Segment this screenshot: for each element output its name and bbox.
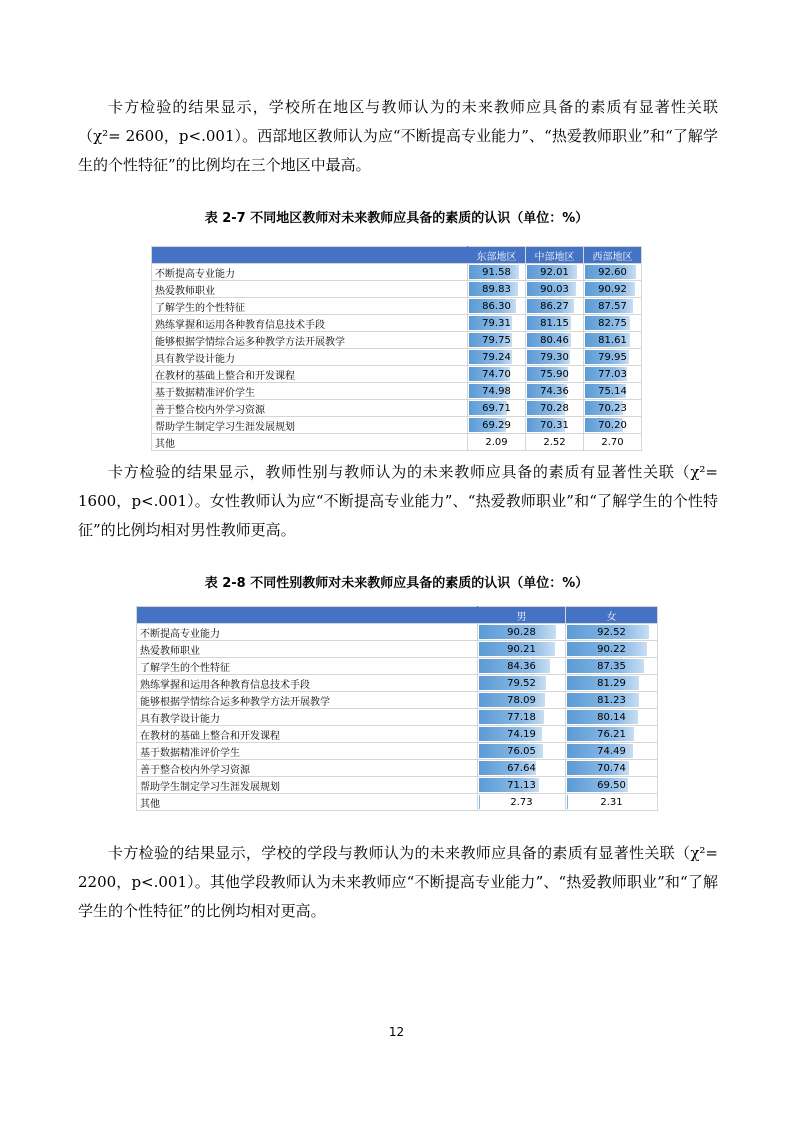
cell-value: 2.09 bbox=[485, 436, 508, 448]
table-row bbox=[137, 743, 658, 760]
value-cell bbox=[526, 298, 584, 315]
row-label: 热爱教师职业 bbox=[152, 281, 468, 298]
value-cell bbox=[526, 366, 584, 383]
table-row bbox=[152, 383, 642, 400]
value-cell bbox=[468, 332, 526, 349]
row-label: 基于数据精准评价学生 bbox=[152, 383, 468, 400]
cell-value: 76.21 bbox=[597, 728, 626, 740]
cell-value: 79.75 bbox=[482, 334, 511, 346]
cell-value: 74.49 bbox=[597, 745, 626, 757]
cell-value: 69.71 bbox=[482, 402, 511, 414]
value-cell bbox=[468, 417, 526, 434]
table-row bbox=[152, 417, 642, 434]
row-label: 能够根据学情综合运多种教学方法开展教学 bbox=[152, 332, 468, 349]
value-cell bbox=[478, 641, 566, 658]
cell-value: 91.58 bbox=[482, 266, 511, 278]
value-cell bbox=[526, 264, 584, 281]
value-cell bbox=[478, 777, 566, 794]
table-row bbox=[137, 624, 658, 641]
value-cell bbox=[478, 794, 566, 811]
cell-value: 87.35 bbox=[597, 660, 626, 672]
row-label: 能够根据学情综合运多种教学方法开展教学 bbox=[137, 692, 478, 709]
value-cell bbox=[584, 332, 642, 349]
value-cell bbox=[566, 641, 658, 658]
value-cell bbox=[468, 315, 526, 332]
cell-value: 79.30 bbox=[540, 351, 569, 363]
cell-value: 79.24 bbox=[482, 351, 511, 363]
row-label: 其他 bbox=[137, 794, 478, 811]
value-cell bbox=[584, 264, 642, 281]
cell-value: 67.64 bbox=[507, 762, 536, 774]
value-cell bbox=[584, 281, 642, 298]
cell-value: 75.14 bbox=[598, 385, 627, 397]
value-cell bbox=[526, 332, 584, 349]
value-cell bbox=[526, 400, 584, 417]
row-label: 善于整合校内外学习资源 bbox=[152, 400, 468, 417]
value-cell bbox=[468, 383, 526, 400]
column-header: 中部地区 bbox=[526, 247, 584, 264]
value-cell bbox=[566, 743, 658, 760]
table-row bbox=[137, 777, 658, 794]
cell-value: 81.23 bbox=[597, 694, 626, 706]
cell-value: 77.18 bbox=[507, 711, 536, 723]
cell-value: 74.98 bbox=[482, 385, 511, 397]
cell-value: 76.05 bbox=[507, 745, 536, 757]
value-cell bbox=[566, 726, 658, 743]
row-label: 了解学生的个性特征 bbox=[137, 658, 478, 675]
row-label: 熟练掌握和运用各种教育信息技术手段 bbox=[152, 315, 468, 332]
cell-value: 86.27 bbox=[540, 300, 569, 312]
cell-value: 80.14 bbox=[597, 711, 626, 723]
value-cell bbox=[478, 709, 566, 726]
value-cell bbox=[468, 298, 526, 315]
value-cell bbox=[468, 281, 526, 298]
table-row bbox=[137, 709, 658, 726]
table-row bbox=[137, 675, 658, 692]
value-cell bbox=[584, 349, 642, 366]
value-cell bbox=[584, 434, 642, 451]
cell-value: 74.70 bbox=[482, 368, 511, 380]
value-cell bbox=[584, 366, 642, 383]
cell-value: 80.46 bbox=[540, 334, 569, 346]
value-cell bbox=[584, 417, 642, 434]
cell-value: 84.36 bbox=[507, 660, 536, 672]
value-cell bbox=[478, 760, 566, 777]
cell-value: 87.57 bbox=[598, 300, 627, 312]
cell-value: 81.29 bbox=[597, 677, 626, 689]
value-cell bbox=[526, 383, 584, 400]
cell-value: 92.52 bbox=[597, 626, 626, 638]
table-2-8-caption: 表 2-8 不同性别教师对未来教师应具备的素质的认识（单位：%） bbox=[204, 576, 589, 591]
value-cell bbox=[566, 777, 658, 794]
cell-value: 77.03 bbox=[598, 368, 627, 380]
row-label: 熟练掌握和运用各种教育信息技术手段 bbox=[137, 675, 478, 692]
paragraph-gender-analysis: 卡方检验的结果显示，教师性别与教师认为的未来教师应具备的素质有显著性关联（χ²= 1600，p<.001）。女性教师认为应“不断提高专业能力”、“热爱教师职业”和“了解学生的个性特征”的比例均相对男性教师更高。 bbox=[78, 463, 718, 539]
table-row bbox=[152, 298, 642, 315]
table-2-7-caption: 表 2-7 不同地区教师对未来教师应具备的素质的认识（单位：%） bbox=[204, 211, 589, 226]
cell-value: 74.36 bbox=[540, 385, 569, 397]
value-cell bbox=[478, 743, 566, 760]
table-row bbox=[137, 794, 658, 811]
row-label: 其他 bbox=[152, 434, 468, 451]
cell-value: 86.30 bbox=[482, 300, 511, 312]
row-label: 在教材的基础上整合和开发课程 bbox=[137, 726, 478, 743]
cell-value: 74.19 bbox=[507, 728, 536, 740]
header-blank-cell bbox=[152, 247, 468, 264]
cell-value: 2.52 bbox=[543, 436, 566, 448]
paragraph-region-analysis: 卡方检验的结果显示，学校所在地区与教师认为的未来教师应具备的素质有显著性关联（χ²= 2600，p<.001）。西部地区教师认为应“不断提高专业能力”、“热爱教师职业”和“了解学生的个性特征”的比例均在三个地区中最高。 bbox=[78, 98, 718, 174]
value-cell bbox=[584, 315, 642, 332]
cell-value: 70.28 bbox=[540, 402, 569, 414]
cell-value: 70.23 bbox=[598, 402, 627, 414]
value-cell bbox=[468, 264, 526, 281]
table-row bbox=[152, 400, 642, 417]
value-cell bbox=[526, 434, 584, 451]
cell-value: 90.28 bbox=[507, 626, 536, 638]
table-row bbox=[152, 315, 642, 332]
value-cell bbox=[566, 794, 658, 811]
cell-value: 2.31 bbox=[600, 796, 623, 808]
value-cell bbox=[566, 760, 658, 777]
cell-value: 92.01 bbox=[540, 266, 569, 278]
table-header-row bbox=[152, 247, 642, 264]
value-cell bbox=[584, 298, 642, 315]
cell-value: 79.52 bbox=[507, 677, 536, 689]
value-cell bbox=[478, 624, 566, 641]
row-label: 不断提高专业能力 bbox=[137, 624, 478, 641]
cell-value: 71.13 bbox=[507, 779, 536, 791]
row-label: 具有教学设计能力 bbox=[137, 709, 478, 726]
cell-value: 90.21 bbox=[507, 643, 536, 655]
value-cell bbox=[566, 675, 658, 692]
table-row bbox=[152, 281, 642, 298]
value-cell bbox=[468, 349, 526, 366]
column-header: 女 bbox=[566, 607, 658, 624]
cell-value: 82.75 bbox=[598, 317, 627, 329]
header-blank-cell bbox=[137, 607, 478, 624]
cell-value: 2.73 bbox=[510, 796, 533, 808]
cell-value: 75.90 bbox=[540, 368, 569, 380]
row-label: 不断提高专业能力 bbox=[152, 264, 468, 281]
value-cell bbox=[468, 400, 526, 417]
cell-value: 70.20 bbox=[598, 419, 627, 431]
row-label: 帮助学生制定学习生涯发展规划 bbox=[152, 417, 468, 434]
value-cell bbox=[566, 624, 658, 641]
value-cell bbox=[566, 692, 658, 709]
value-cell bbox=[468, 366, 526, 383]
table-row bbox=[152, 366, 642, 383]
cell-value: 78.09 bbox=[507, 694, 536, 706]
table-row bbox=[137, 760, 658, 777]
value-cell bbox=[526, 417, 584, 434]
cell-value: 69.29 bbox=[482, 419, 511, 431]
row-label: 具有教学设计能力 bbox=[152, 349, 468, 366]
column-header: 东部地区 bbox=[468, 247, 526, 264]
cell-value: 2.70 bbox=[601, 436, 624, 448]
cell-value: 81.61 bbox=[598, 334, 627, 346]
value-cell bbox=[478, 658, 566, 675]
cell-value: 70.74 bbox=[597, 762, 626, 774]
row-label: 了解学生的个性特征 bbox=[152, 298, 468, 315]
value-cell bbox=[478, 726, 566, 743]
cell-value: 90.22 bbox=[597, 643, 626, 655]
value-cell bbox=[478, 692, 566, 709]
value-cell bbox=[584, 400, 642, 417]
value-cell bbox=[584, 383, 642, 400]
value-cell bbox=[526, 315, 584, 332]
cell-value: 89.83 bbox=[482, 283, 511, 295]
table-row bbox=[152, 264, 642, 281]
table-row bbox=[137, 726, 658, 743]
paragraph-school-stage-analysis: 卡方检验的结果显示，学校的学段与教师认为的未来教师应具备的素质有显著性关联（χ²= 2200，p<.001）。其他学段教师认为未来教师应“不断提高专业能力”、“热爱教师职业”和“了解学生的个性特征”的比例均相对更高。 bbox=[78, 844, 718, 920]
page-number: 12 bbox=[388, 1025, 405, 1039]
value-cell bbox=[478, 675, 566, 692]
cell-value: 79.31 bbox=[482, 317, 511, 329]
value-cell bbox=[566, 709, 658, 726]
cell-value: 70.31 bbox=[540, 419, 569, 431]
table-gender-comparison bbox=[136, 606, 658, 811]
table-header-row bbox=[137, 607, 658, 624]
column-header: 西部地区 bbox=[584, 247, 642, 264]
table-row bbox=[137, 641, 658, 658]
cell-value: 81.15 bbox=[540, 317, 569, 329]
table-row bbox=[152, 434, 642, 451]
row-label: 帮助学生制定学习生涯发展规划 bbox=[137, 777, 478, 794]
row-label: 基于数据精准评价学生 bbox=[137, 743, 478, 760]
cell-value: 90.03 bbox=[540, 283, 569, 295]
value-cell bbox=[566, 658, 658, 675]
table-region-comparison bbox=[151, 246, 642, 451]
column-header: 男 bbox=[478, 607, 566, 624]
cell-value: 90.92 bbox=[598, 283, 627, 295]
cell-value: 79.95 bbox=[598, 351, 627, 363]
value-cell bbox=[526, 349, 584, 366]
table-row bbox=[152, 349, 642, 366]
value-cell bbox=[526, 281, 584, 298]
cell-value: 69.50 bbox=[597, 779, 626, 791]
value-cell bbox=[468, 434, 526, 451]
table-row bbox=[137, 692, 658, 709]
table-row bbox=[137, 658, 658, 675]
table-row bbox=[152, 332, 642, 349]
row-label: 热爱教师职业 bbox=[137, 641, 478, 658]
cell-value: 92.60 bbox=[598, 266, 627, 278]
row-label: 善于整合校内外学习资源 bbox=[137, 760, 478, 777]
row-label: 在教材的基础上整合和开发课程 bbox=[152, 366, 468, 383]
